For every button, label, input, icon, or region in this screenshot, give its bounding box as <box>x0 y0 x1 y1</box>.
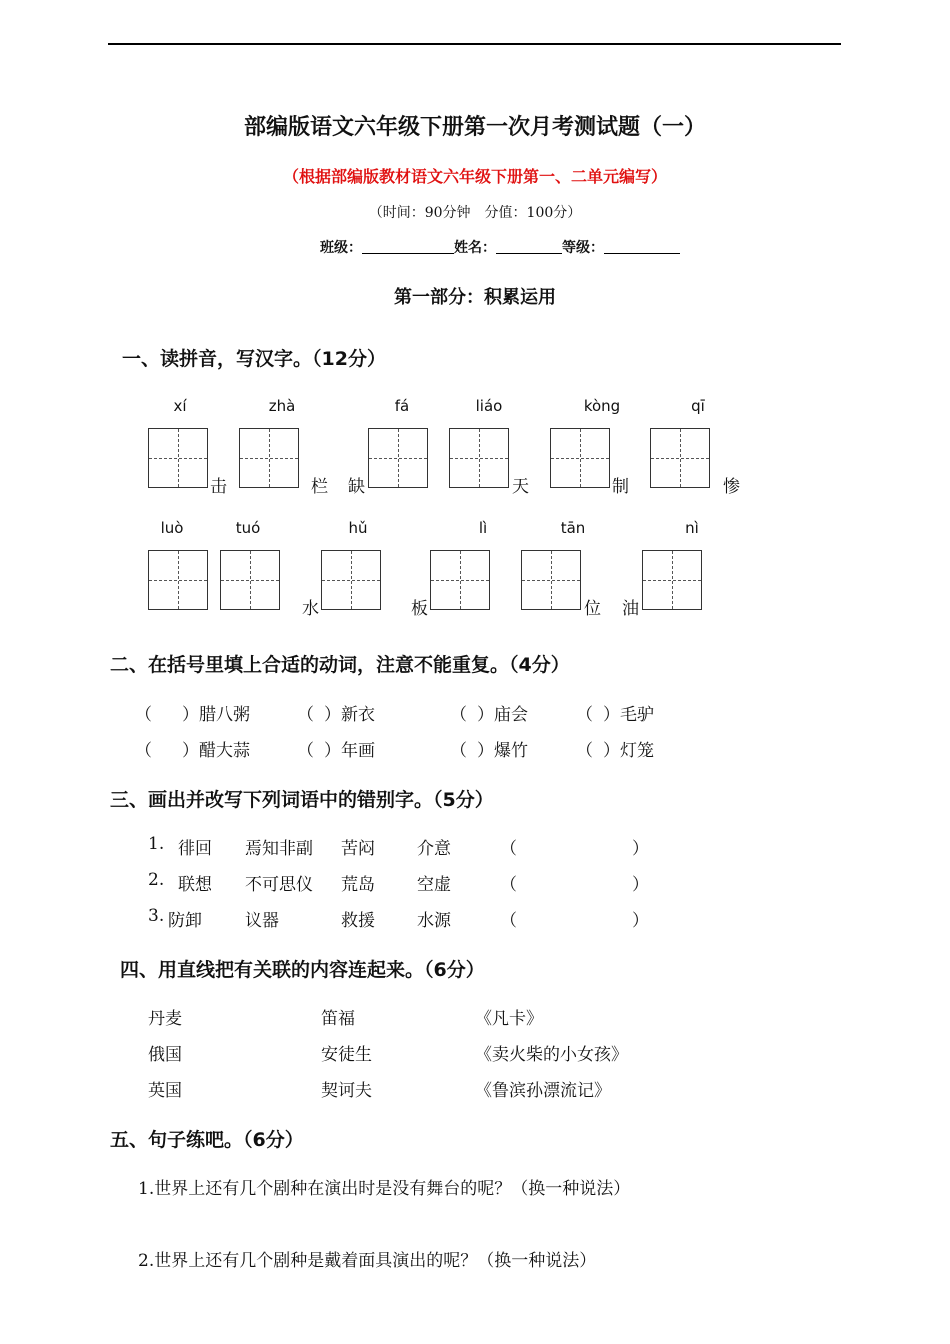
pinyin: luò <box>160 519 184 537</box>
q4-author: 笛福 <box>321 1009 355 1029</box>
q3-num: 3. <box>148 906 165 926</box>
tianzige-box[interactable] <box>239 428 299 488</box>
q3-paren-open: （ <box>500 911 517 931</box>
hint-char: 击 <box>210 477 227 497</box>
q5-title: 五、句子练吧。（6分） <box>110 1129 304 1151</box>
q3-paren-close: ） <box>632 875 649 895</box>
q4-title: 四、用直线把有关联的内容连起来。（6分） <box>120 959 485 981</box>
q3-word: 介意 <box>417 839 451 859</box>
pinyin: kòng <box>583 397 621 415</box>
q4-book: 《卖火柴的小女孩》 <box>475 1045 628 1065</box>
q2-item: （ ）庙会 <box>450 705 528 725</box>
hint-char: 位 <box>584 599 601 619</box>
q2-item: （ ）新衣 <box>297 705 375 725</box>
q3-word: 议器 <box>245 911 279 931</box>
pinyin: nì <box>685 519 699 537</box>
part1-title: 第一部分：积累运用 <box>394 287 556 308</box>
pinyin: hǔ <box>348 519 368 537</box>
pinyin: qī <box>691 397 705 415</box>
tianzige-box[interactable] <box>368 428 428 488</box>
hint-char: 缺 <box>348 477 365 497</box>
class-label: 班级： <box>320 240 362 256</box>
q2-item: （ ）醋大蒜 <box>135 741 250 761</box>
q4-country: 丹麦 <box>148 1009 182 1029</box>
q3-title: 三、画出并改写下列词语中的错别字。（5分） <box>110 789 494 811</box>
tianzige-box[interactable] <box>550 428 610 488</box>
q2-item: （ ）灯笼 <box>576 741 654 761</box>
pinyin: xí <box>173 397 187 415</box>
hint-char: 水 <box>302 599 319 619</box>
q1-title: 一、读拼音，写汉字。（12分） <box>122 348 386 370</box>
grade-label: 等级： <box>562 240 604 256</box>
q3-paren-close: ） <box>632 911 649 931</box>
q5-sentence-2: 2.世界上还有几个剧种是戴着面具演出的呢？（换一种说法） <box>138 1251 597 1271</box>
q3-paren-open: （ <box>500 839 517 859</box>
q3-word: 防卸 <box>168 911 202 931</box>
hint-char: 栏 <box>311 477 328 497</box>
q2-title: 二、在括号里填上合适的动词，注意不能重复。（4分） <box>110 654 570 676</box>
q3-word: 苦闷 <box>341 839 375 859</box>
q3-num: 1. <box>148 834 165 854</box>
grade-blank[interactable] <box>604 239 680 254</box>
tianzige-box[interactable] <box>220 550 280 610</box>
pinyin: lì <box>478 519 488 537</box>
q4-book: 《鲁滨孙漂流记》 <box>475 1081 611 1101</box>
q3-word: 空虚 <box>417 875 451 895</box>
tianzige-box[interactable] <box>650 428 710 488</box>
pinyin: tuó <box>235 519 261 537</box>
q4-author: 契诃夫 <box>321 1081 372 1101</box>
name-blank[interactable] <box>496 239 562 254</box>
q3-paren-open: （ <box>500 875 517 895</box>
pinyin: zhà <box>268 397 296 415</box>
q2-item: （ ）年画 <box>297 741 375 761</box>
q2-item: （ ）腊八粥 <box>135 705 250 725</box>
tianzige-box[interactable] <box>430 550 490 610</box>
q4-author: 安徒生 <box>321 1045 372 1065</box>
q2-item: （ ）爆竹 <box>450 741 528 761</box>
q3-word: 焉知非副 <box>245 839 313 859</box>
exam-meta: （时间：90分钟 分值：100分） <box>368 205 582 221</box>
q4-country: 俄国 <box>148 1045 182 1065</box>
hint-char: 天 <box>512 477 529 497</box>
page-subtitle: （根据部编版教材语文六年级下册第一、二单元编写） <box>282 167 667 186</box>
tianzige-box[interactable] <box>148 428 208 488</box>
q3-paren-close: ） <box>632 839 649 859</box>
hint-char: 油 <box>622 599 639 619</box>
q3-word: 不可思仪 <box>245 875 313 895</box>
tianzige-box[interactable] <box>642 550 702 610</box>
q3-word: 水源 <box>417 911 451 931</box>
q3-word: 联想 <box>178 875 212 895</box>
q5-sentence-1: 1.世界上还有几个剧种在演出时是没有舞台的呢？（换一种说法） <box>138 1179 631 1199</box>
hint-char: 惨 <box>723 477 740 497</box>
name-label: 姓名： <box>454 240 496 256</box>
hint-char: 板 <box>411 599 428 619</box>
q4-country: 英国 <box>148 1081 182 1101</box>
tianzige-box[interactable] <box>321 550 381 610</box>
q3-word: 救援 <box>341 911 375 931</box>
pinyin: tān <box>560 519 586 537</box>
student-info-line <box>320 237 680 257</box>
tianzige-box[interactable] <box>449 428 509 488</box>
q3-word: 徘回 <box>178 839 212 859</box>
class-blank[interactable] <box>362 239 454 254</box>
tianzige-box[interactable] <box>148 550 208 610</box>
q3-word: 荒岛 <box>341 875 375 895</box>
pinyin: fá <box>394 397 410 415</box>
q3-num: 2. <box>148 870 165 890</box>
top-rule <box>108 43 841 45</box>
q2-item: （ ）毛驴 <box>576 705 654 725</box>
pinyin: liáo <box>475 397 503 415</box>
hint-char: 制 <box>612 477 629 497</box>
q4-book: 《凡卡》 <box>475 1009 543 1029</box>
page-title: 部编版语文六年级下册第一次月考测试题（一） <box>243 115 706 140</box>
tianzige-box[interactable] <box>521 550 581 610</box>
